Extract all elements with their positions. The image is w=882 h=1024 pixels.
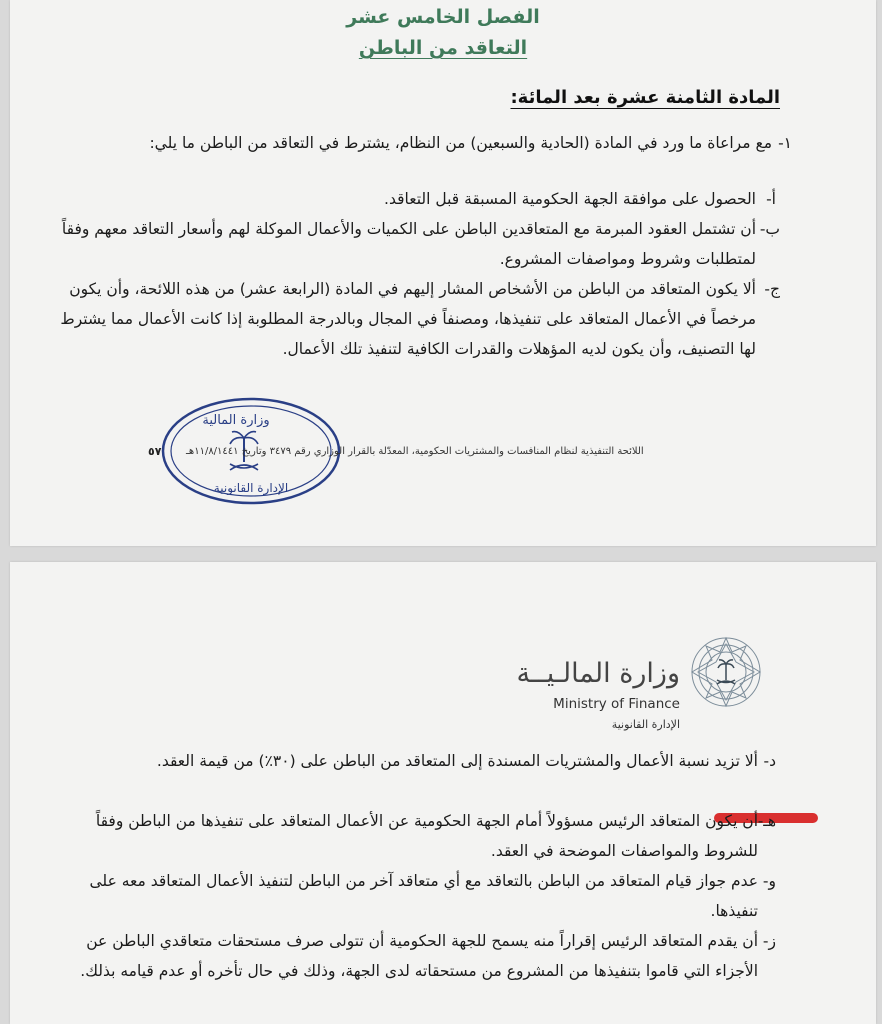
item-text-h: أن يكون المتعاقد الرئيس مسؤولاً أمام الجهة الحكومية عن الأعمال المتعاقد على تنفيذها من الباطن وفقاً للشروط والمواصفات الموضحة في العقد.	[95, 812, 758, 860]
intro-number: ١-	[778, 134, 792, 152]
item-marker-w: و-	[762, 872, 776, 890]
document-page-1	[10, 0, 876, 546]
item-text-a: الحصول على موافقة الجهة الحكومية المسبقة قبل التعاقد.	[384, 190, 756, 208]
item-text-d: ألا تزيد نسبة الأعمال والمشتريات المسندة إلى المتعاقد من الباطن على (٣٠٪) من قيمة العقد.	[156, 752, 758, 770]
item-marker-b: ب-	[759, 220, 780, 238]
ministry-name-english: Ministry of Finance	[553, 696, 680, 712]
item-marker-c: ج-	[764, 280, 780, 298]
item-marker-h: هـ-	[757, 812, 776, 830]
chapter-number: الفصل الخامس عشر	[346, 6, 540, 28]
item-marker-d: د-	[763, 752, 776, 770]
item-text-w: عدم جواز قيام المتعاقد من الباطن بالتعاقد مع أي متعاقد آخر من الباطن لتنفيذ الأعمال المتعاقد معه على تنفيذها.	[89, 872, 758, 920]
stamp-text-bottom: الإدارة القانونية	[213, 481, 289, 495]
page-number: ٥٧	[148, 445, 162, 458]
item-text-b: أن تشتمل العقود المبرمة مع المتعاقدين الباطن على الكميات والأعمال الموكلة لهم وأسعار التعاقد معهم وفقاً لمتطلبات وشروط ومواصفات المشروع.	[61, 220, 756, 268]
item-text-z: أن يقدم المتعاقد الرئيس إقراراً منه يسمح للجهة الحكومية أن تتولى صرف مستحقات متعاقدي الباطن عن الأجزاء التي قاموا بتنفيذها من المشروع من مستحقاته لدى الجهة، وذلك في حال تأخره أو عدم قيامه بذلك.	[80, 932, 758, 980]
ministry-of-finance-logo-icon	[686, 632, 766, 712]
legal-department-label: الإدارة القانونية	[611, 718, 680, 731]
article-title: المادة الثامنة عشرة بعد المائة:	[510, 87, 780, 108]
chapter-title: التعاقد من الباطن	[358, 37, 528, 59]
item-marker-z: ز-	[762, 932, 776, 950]
ministry-name-arabic: وزارة المالـيــة	[516, 658, 680, 689]
item-marker-a: أ-	[766, 190, 776, 208]
intro-paragraph: مع مراعاة ما ورد في المادة (الحادية والسبعين) من النظام، يشترط في التعاقد من الباطن ما يلي:	[149, 134, 772, 152]
document-page-2	[10, 562, 876, 1024]
page-footer: اللائحة التنفيذية لنظام المنافسات والمشتريات الحكومية، المعدّلة بالقرار الوزاري رقم ٣٤٧٩ وتاريخ ١١/٨/١٤٤١هـ	[186, 446, 644, 457]
stamp-text-top: وزارة المالية	[202, 413, 270, 428]
item-text-c: ألا يكون المتعاقد من الباطن من الأشخاص المشار إليهم في المادة (الرابعة عشر) من هذه اللائحة، وأن يكون مرخصاً في الأعمال المتعاقد على تنفيذها، ومصنفاً في المجال وبالدرجة المطلوبة إذا كانت الأعمال مما يشترط لها التصنيف، وأن يكون لديه المؤهلات والقدرات الكافية لتنفيذ تلك الأعمال.	[60, 280, 756, 358]
